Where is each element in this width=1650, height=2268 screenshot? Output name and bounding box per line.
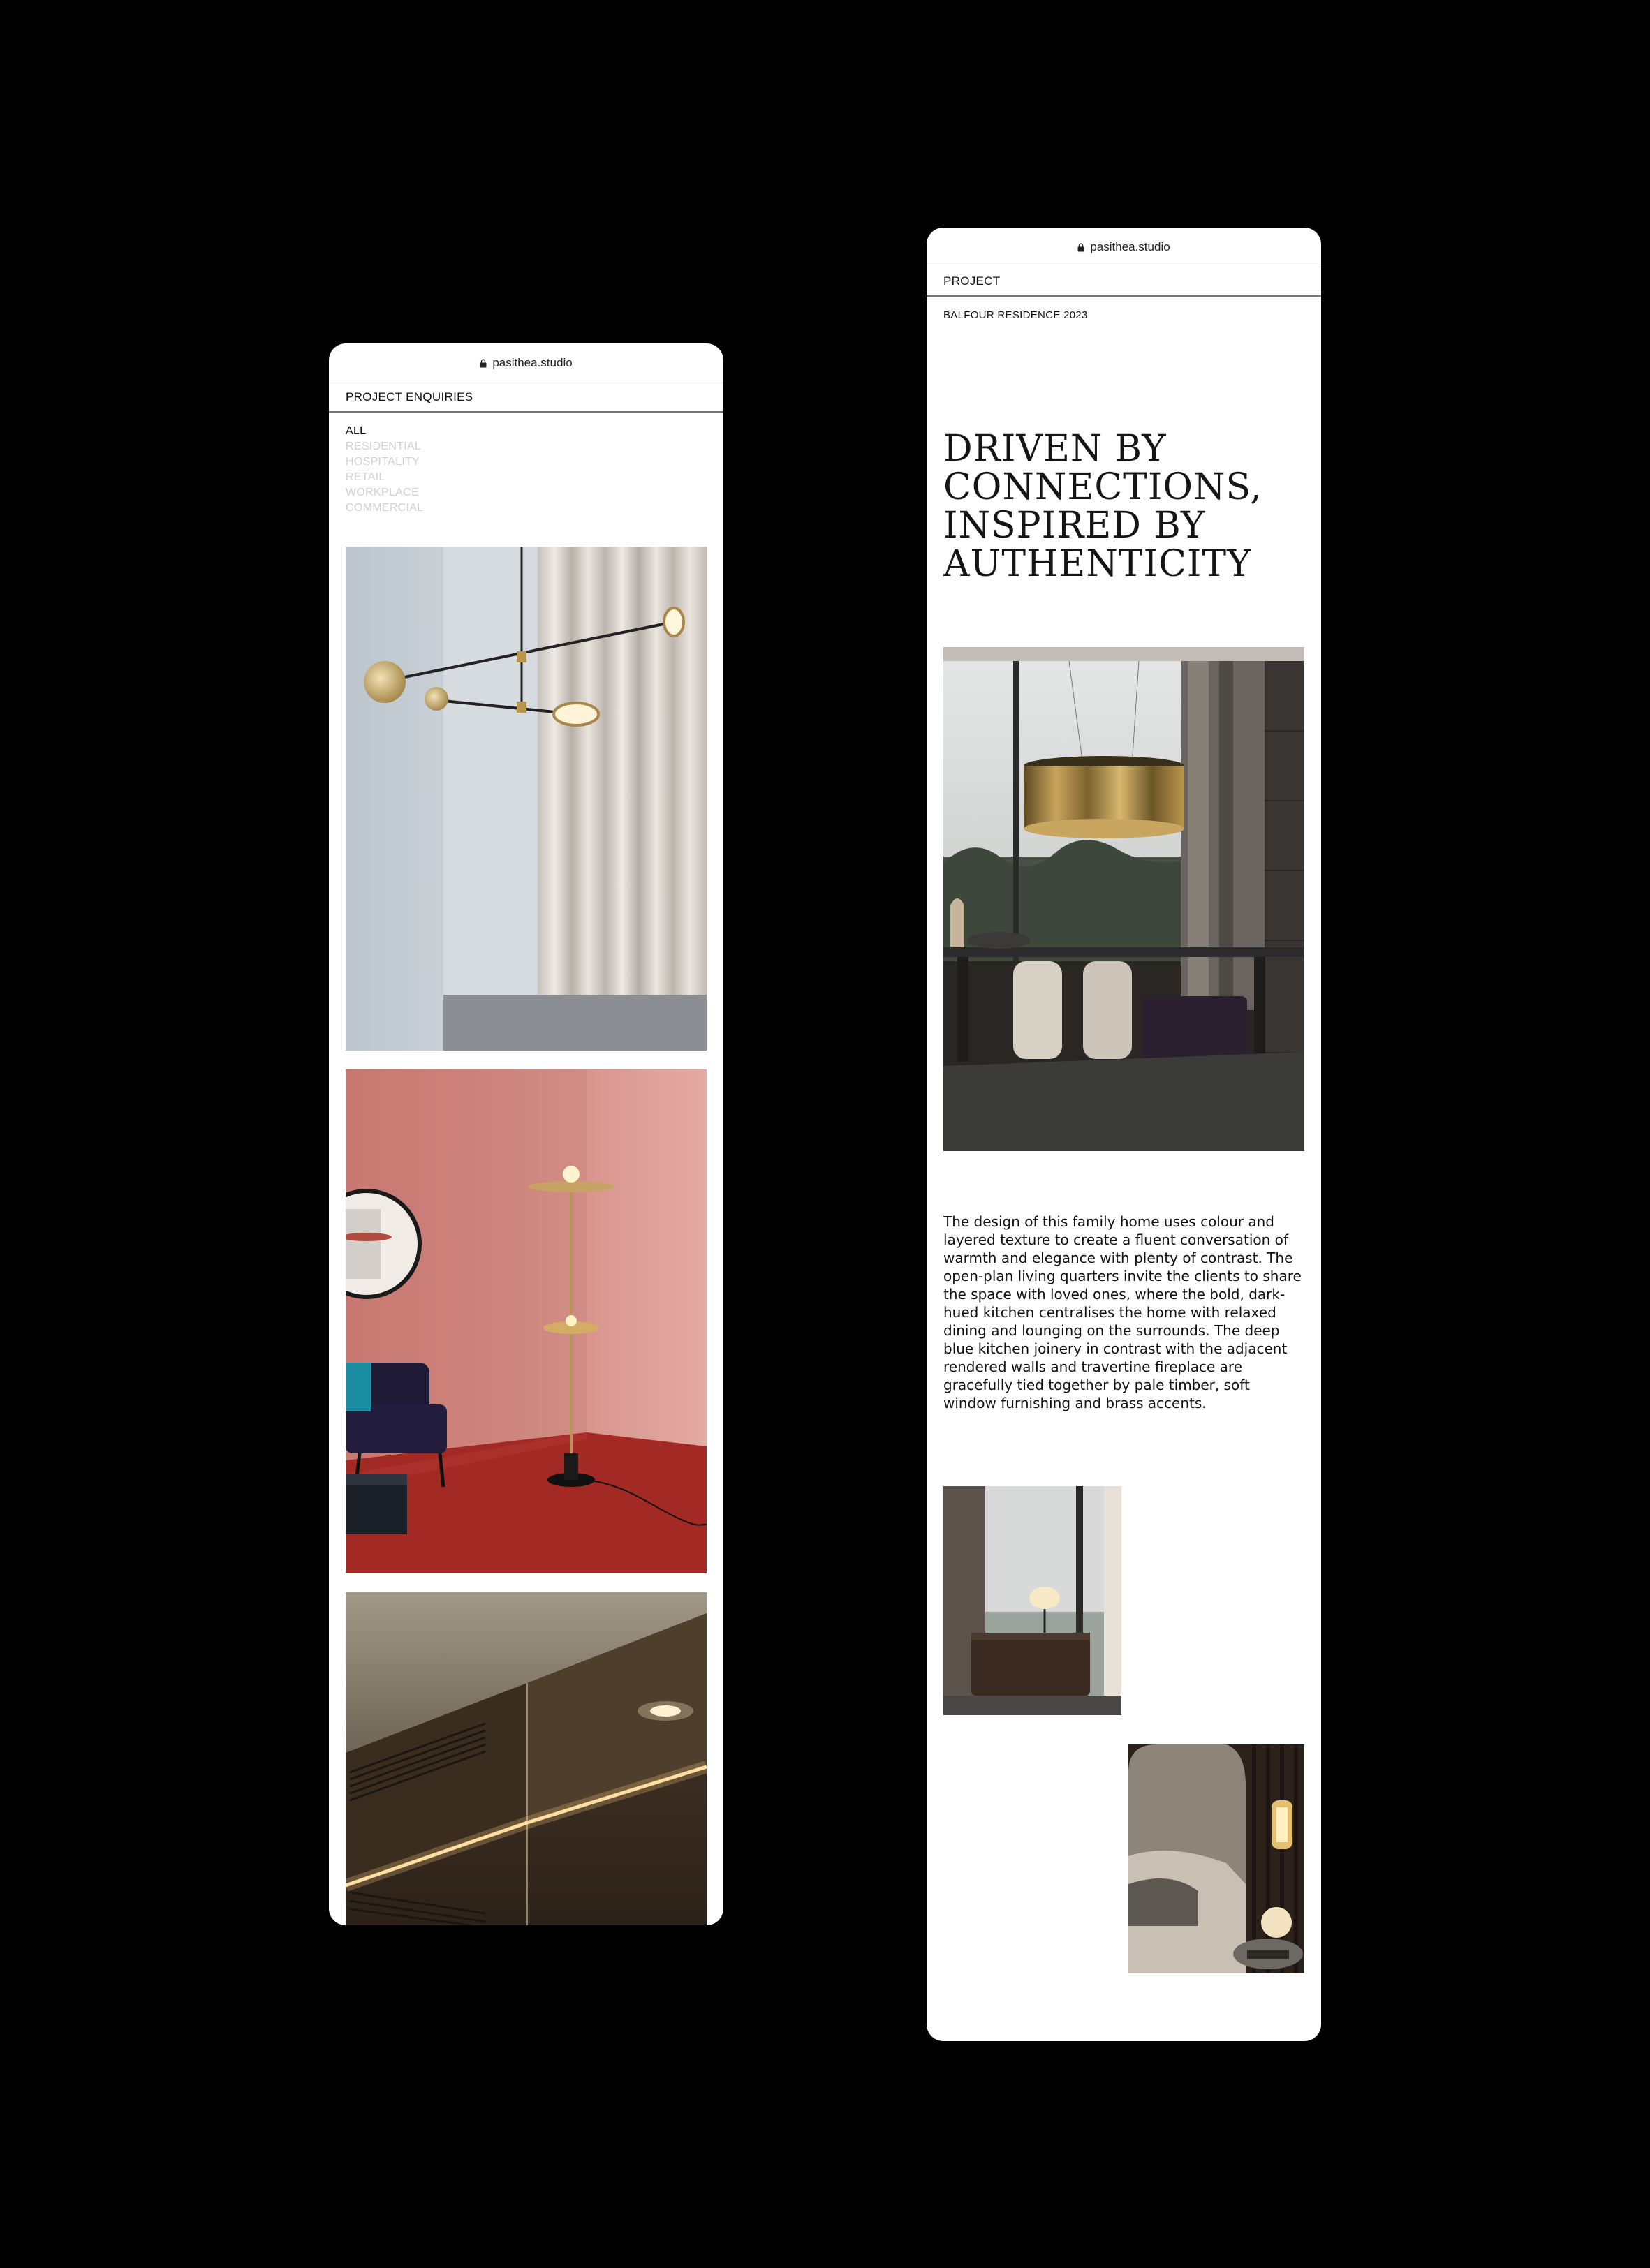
floor-lamp-pink-room-photo[interactable] xyxy=(346,1069,707,1573)
filter-hospitality[interactable]: HOSPITALITY xyxy=(346,456,420,468)
project-detail-screen xyxy=(927,228,1321,2041)
filter-retail[interactable]: RETAIL xyxy=(346,471,385,483)
filter-all[interactable]: ALL xyxy=(346,425,367,437)
filter-workplace[interactable]: WORKPLACE xyxy=(346,487,419,498)
category-filter-list xyxy=(329,413,723,516)
page-title: PROJECT ENQUIRIES xyxy=(329,383,723,413)
project-enquiries-screen xyxy=(329,343,723,1925)
lock-icon xyxy=(1077,243,1084,252)
address-bar[interactable] xyxy=(927,228,1321,267)
project-headline: DRIVEN BY CONNECTIONS, INSPIRED BY AUTHENTICITY xyxy=(943,428,1262,585)
pendant-light-photo[interactable] xyxy=(346,547,707,1051)
url-text: pasithea.studio xyxy=(492,356,573,369)
led-ceiling-cove-photo[interactable] xyxy=(346,1592,707,1925)
lock-icon xyxy=(480,359,487,368)
filter-residential[interactable]: RESIDENTIAL xyxy=(346,440,422,452)
url-text: pasithea.studio xyxy=(1090,240,1170,253)
project-description: The design of this family home uses colour and layered texture to create a fluent conversation of warmth and elegance with plenty of contrast. The open-plan living quarters invite the clients to share the space with loved ones, where the bold, dark-hued kitchen centralises the home with relaxed dining and lounging on the surrounds. The deep blue kitchen joinery in contrast with the adjacent rendered walls and travertine fireplace are gracefully tied together by pale timber, soft window furnishing and brass accents. xyxy=(943,1213,1302,1411)
dining-room-chandelier-photo[interactable] xyxy=(943,647,1304,1151)
address-bar[interactable] xyxy=(329,343,723,383)
project-subtitle: BALFOUR RESIDENCE 2023 xyxy=(943,309,1088,321)
page-title: PROJECT xyxy=(927,267,1321,297)
filter-commercial[interactable]: COMMERCIAL xyxy=(346,502,424,514)
bedroom-headboard-lamp-photo[interactable] xyxy=(1128,1744,1304,1973)
bedroom-dresser-photo[interactable] xyxy=(943,1486,1121,1715)
